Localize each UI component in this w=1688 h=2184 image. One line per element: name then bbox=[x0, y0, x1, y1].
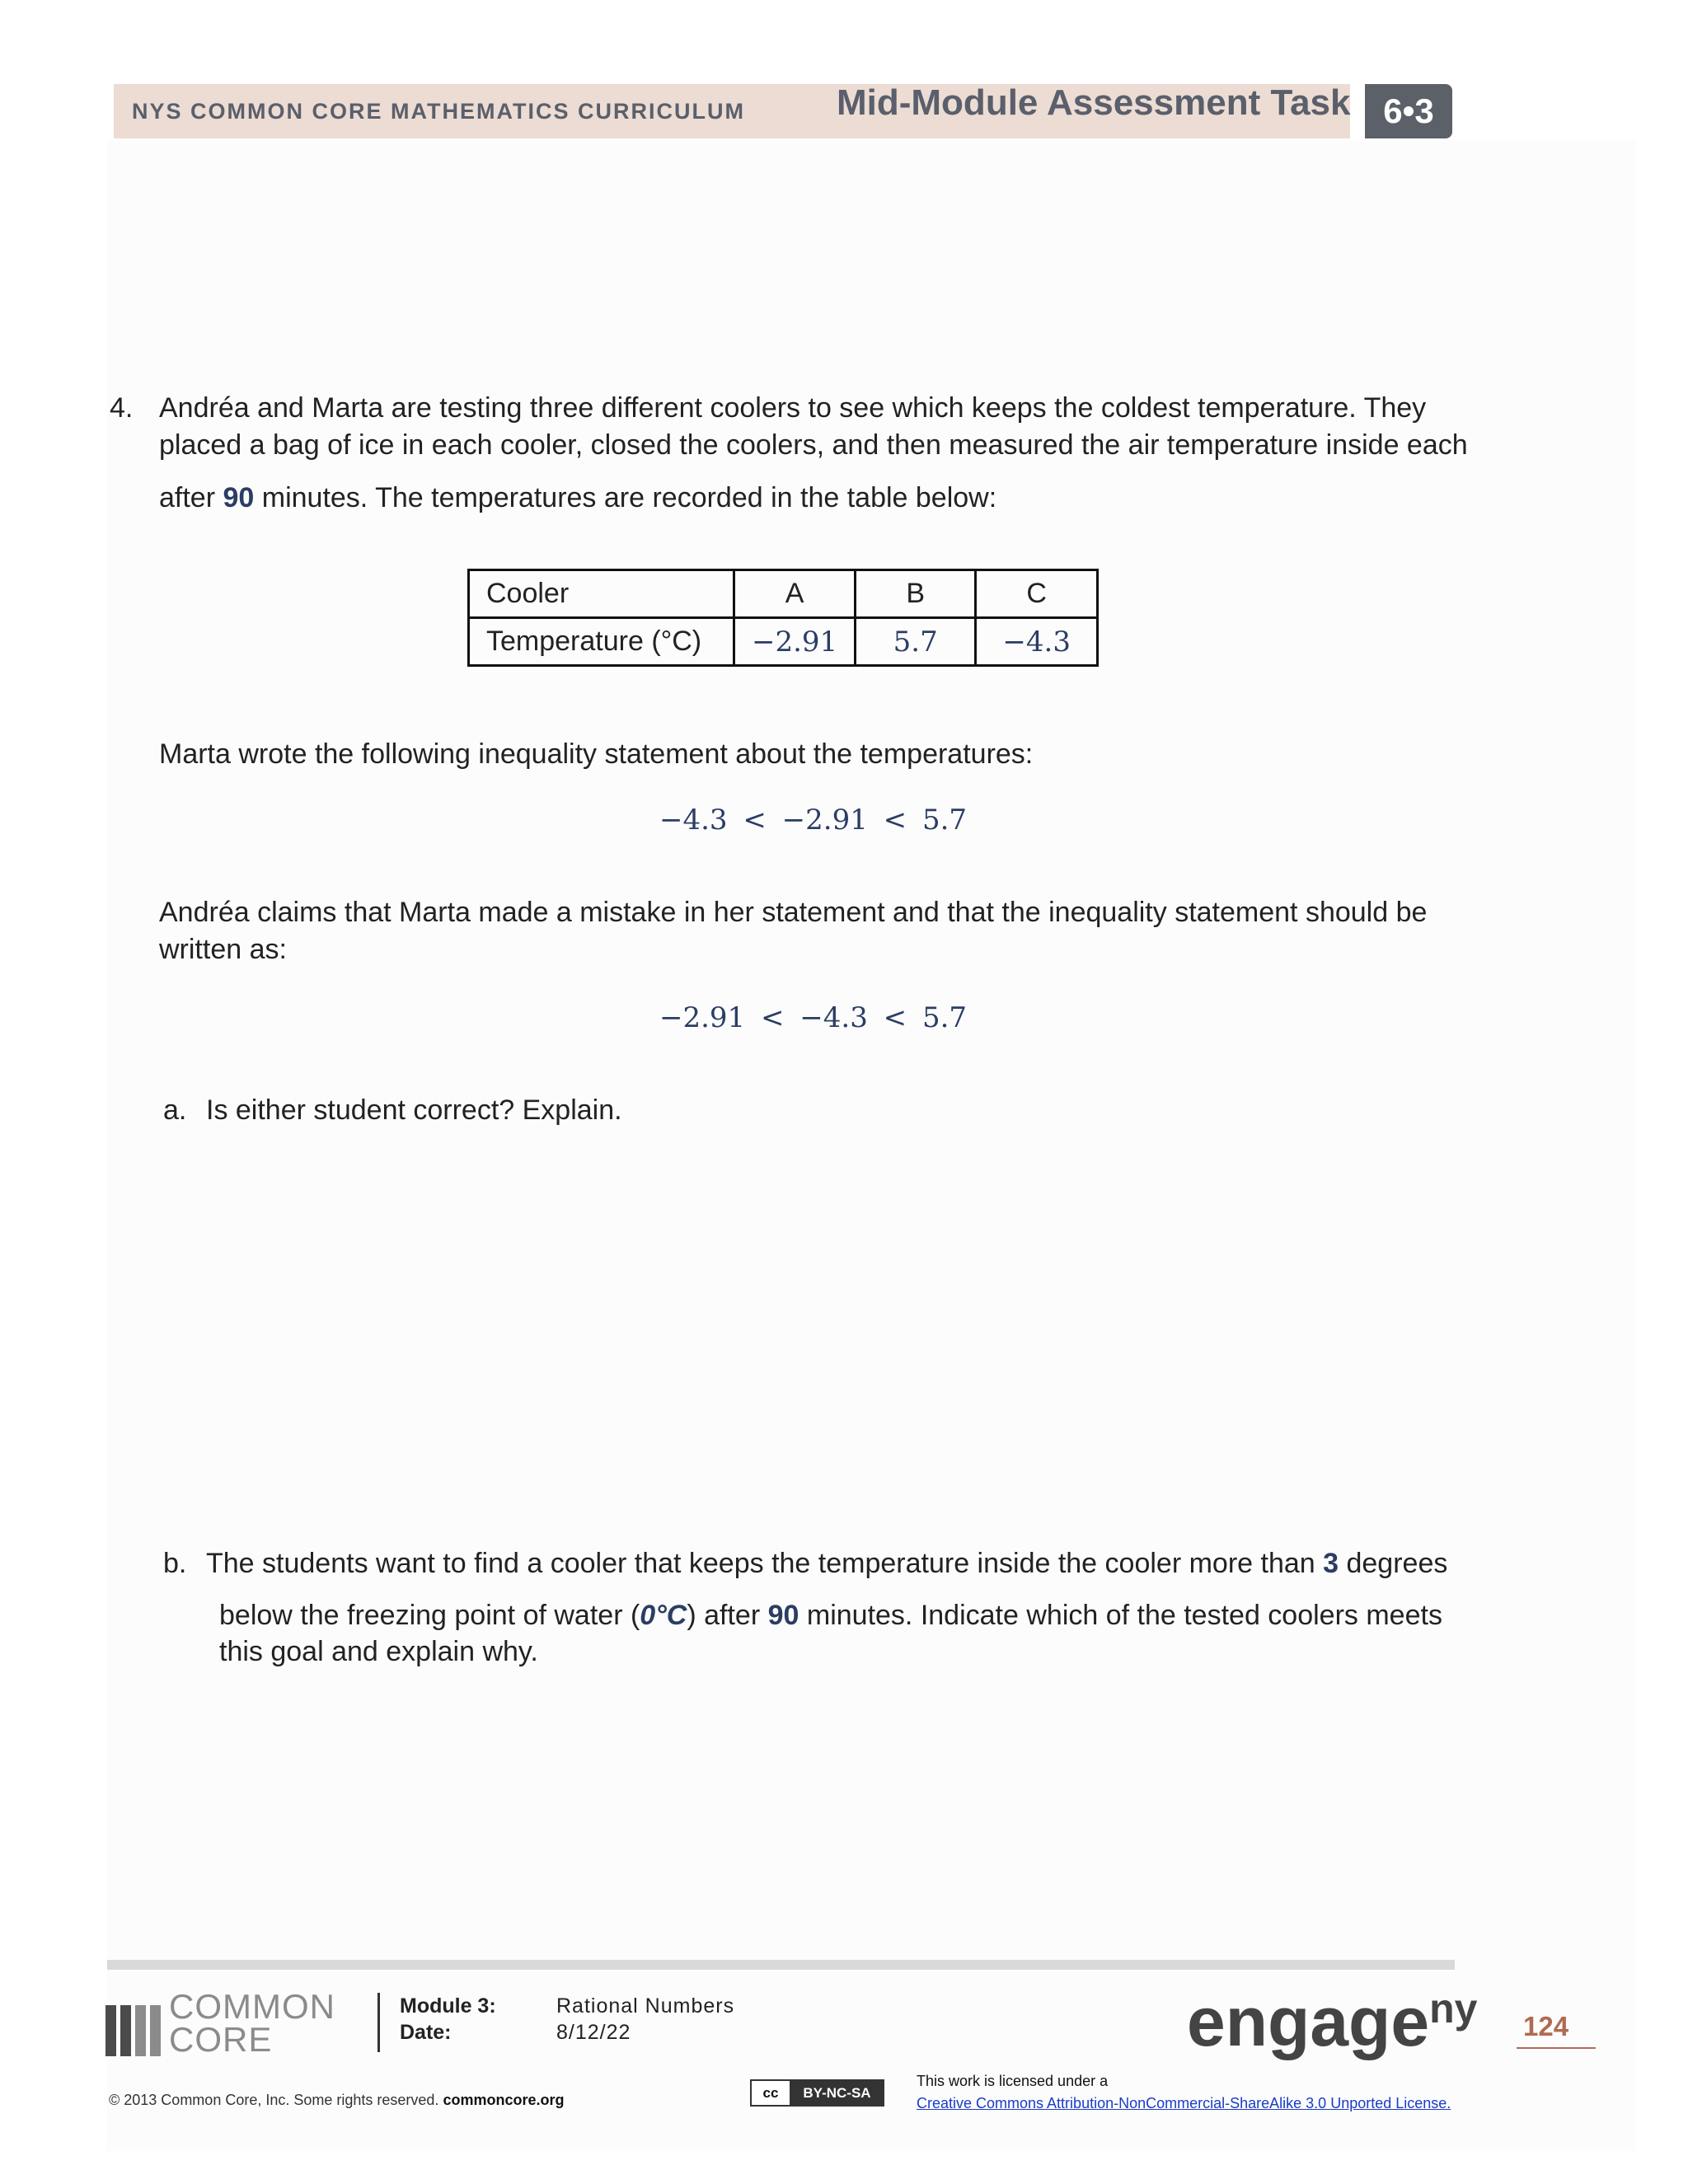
temperature-table bbox=[467, 569, 1099, 667]
date-label: Date: bbox=[400, 2021, 452, 2044]
part-b-line-1 bbox=[206, 1545, 1447, 1582]
logo-line-1: COMMON bbox=[169, 1987, 335, 2026]
marta-statement: Marta wrote the following inequality statement about the temperatures: bbox=[159, 738, 1034, 770]
license-link[interactable]: Creative Commons Attribution-NonCommercial-ShareAlike 3.0 Unported License. bbox=[917, 2095, 1451, 2111]
minutes-value-b: 90 bbox=[767, 1600, 799, 1631]
part-b-line-1-post: degrees bbox=[1339, 1548, 1448, 1579]
problem-line-3 bbox=[159, 480, 996, 516]
part-b-line-2-mid: ) after bbox=[687, 1600, 768, 1631]
part-b-line-2-pre: below the freezing point of water ( bbox=[219, 1600, 640, 1631]
engageny-logo bbox=[1187, 1982, 1477, 2062]
cc-mark: cc bbox=[752, 2081, 791, 2105]
freezing-point-value: 0°C bbox=[640, 1600, 687, 1631]
table-header-cell: Cooler bbox=[469, 570, 734, 618]
module-label: Module 3: bbox=[400, 1994, 496, 2018]
page-number: 124 bbox=[1523, 2011, 1569, 2041]
table-row bbox=[469, 618, 1098, 666]
marta-inequality: −4.3 < −2.91 < 5.7 bbox=[659, 804, 968, 837]
creative-commons-badge-icon bbox=[750, 2079, 884, 2107]
problem-line-3-pre: after bbox=[159, 482, 223, 513]
table-header-row bbox=[469, 570, 1098, 618]
problem-line-3-post: minutes. The temperatures are recorded in the table below: bbox=[254, 482, 997, 513]
common-core-logo bbox=[106, 1987, 335, 2059]
license-text: This work is licensed under a bbox=[917, 2073, 1109, 2089]
date-value: 8/12/22 bbox=[556, 2021, 631, 2044]
table-row-label: Temperature (°C) bbox=[469, 618, 734, 666]
problem-number: 4. bbox=[110, 392, 134, 424]
page-number-rule bbox=[1517, 2047, 1596, 2049]
table-cell: −2.91 bbox=[734, 618, 856, 666]
part-a-label: a. bbox=[163, 1094, 187, 1126]
andrea-line-1: Andréa claims that Marta made a mistake in her statement and that the inequality statement should be bbox=[159, 897, 1428, 928]
footer-divider bbox=[377, 1993, 380, 2052]
table-cell: −4.3 bbox=[976, 618, 1098, 666]
copyright-text: © 2013 Common Core, Inc. Some rights reserved. bbox=[109, 2092, 443, 2108]
copyright-site: commoncore.org bbox=[443, 2092, 565, 2108]
footer-rule bbox=[107, 1960, 1455, 1970]
copyright-notice bbox=[109, 2092, 564, 2109]
part-b-line-1-pre: The students want to find a cooler that keeps the temperature inside the cooler more than bbox=[206, 1548, 1324, 1579]
engage-word: engage bbox=[1187, 1983, 1430, 2060]
table-header-cell: B bbox=[856, 570, 976, 618]
common-core-bars-icon bbox=[106, 2005, 161, 2056]
table-cell: 5.7 bbox=[856, 618, 976, 666]
part-b-line-3: this goal and explain why. bbox=[219, 1636, 538, 1667]
andrea-inequality: −2.91 < −4.3 < 5.7 bbox=[659, 1001, 968, 1034]
problem-line-1: Andréa and Marta are testing three different coolers to see which keeps the coldest temperature. They bbox=[159, 392, 1427, 424]
logo-line-2: CORE bbox=[169, 2019, 273, 2059]
part-a-question: Is either student correct? Explain. bbox=[206, 1094, 622, 1126]
part-b-label: b. bbox=[163, 1548, 187, 1579]
problem-line-2: placed a bag of ice in each cooler, closed the coolers, and then measured the air temperature inside each bbox=[159, 429, 1468, 461]
curriculum-title: NYS COMMON CORE MATHEMATICS CURRICULUM bbox=[132, 99, 745, 124]
part-b-line-2-post: minutes. Indicate which of the tested coolers meets bbox=[799, 1600, 1442, 1631]
engage-ny: ny bbox=[1429, 1985, 1478, 2032]
minutes-value: 90 bbox=[223, 482, 255, 513]
andrea-line-2: written as: bbox=[159, 934, 287, 965]
part-b-line-2 bbox=[219, 1597, 1442, 1633]
degrees-value: 3 bbox=[1323, 1548, 1339, 1579]
grade-module-badge: 6•3 bbox=[1365, 84, 1452, 138]
table-header-cell: A bbox=[734, 570, 856, 618]
table-header-cell: C bbox=[976, 570, 1098, 618]
module-value: Rational Numbers bbox=[556, 1994, 735, 2018]
cc-license-type: BY-NC-SA bbox=[791, 2081, 883, 2105]
task-title: Mid-Module Assessment Task bbox=[837, 82, 1351, 123]
